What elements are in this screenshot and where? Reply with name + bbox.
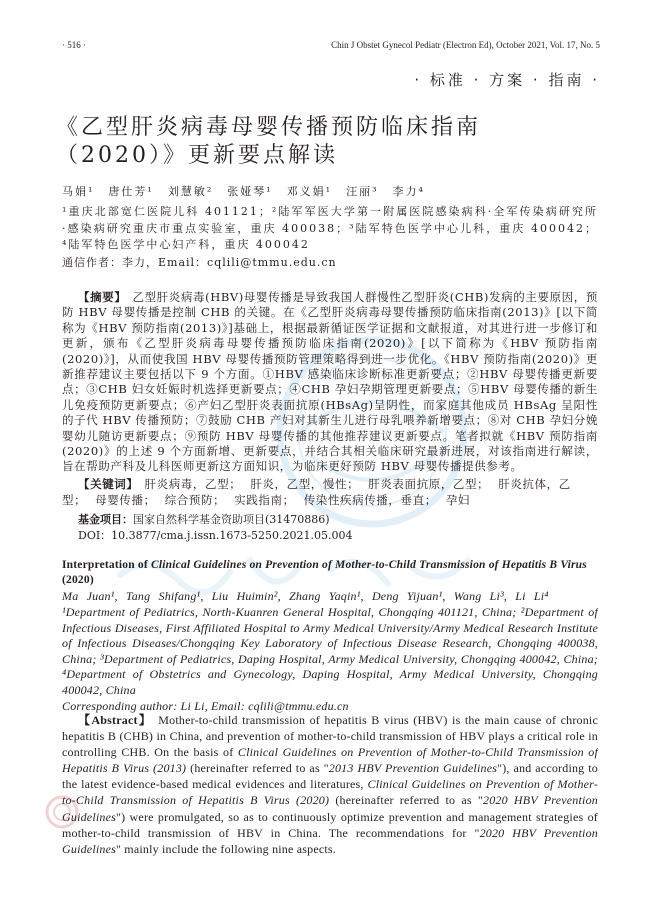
keyword-item: 肝炎表面抗原，乙型；	[368, 477, 490, 491]
abstract-en-guideline-short-name: 2020 HBV Prevention Guidelines	[62, 793, 598, 824]
author-zh: 汪丽³	[346, 185, 379, 198]
keywords-zh-label: 【关键词】	[78, 477, 139, 491]
keyword-item: 传染性疾病传播，垂直；	[303, 493, 437, 507]
abstract-en-label: 【Abstract】	[78, 713, 153, 727]
abstract-en-text: " mainly include the following nine aspects.	[116, 841, 336, 856]
author-list-zh	[62, 183, 439, 199]
abstract-en-text: Mother-to-child transmission of hepatitis B virus (HBV) is the main cause of chronic hepatitis B (CHB) in China, and prevention of mother-to-child transmission of HBV plays a critical role in controlling CHB. On the basis of	[62, 713, 598, 760]
abstract-en-guideline-title: Clinical Guidelines on Prevention of Mother-to-Child Transmission of Hepatitis B Virus (2013)	[62, 745, 598, 776]
abstract-en-text: (hereinafter referred to as "	[186, 761, 329, 776]
article-title-zh	[56, 114, 481, 170]
corresponding-author-zh: 通信作者：李力，Email：cqlili@tmmu.edu.cn	[62, 256, 337, 269]
author-zh: 刘慧敏²	[167, 185, 214, 198]
abstract-en-text: "), and according to the latest evidence-based medical evidences and literatures,	[62, 761, 598, 792]
article-title-zh-line: 《乙型肝炎病毒母婴传播预防临床指南	[56, 115, 482, 140]
author-zh: 邓义娟¹	[286, 185, 333, 198]
keyword-item: 孕妇	[445, 493, 471, 507]
abstract-en-guideline-short-name: 2013 HBV Prevention Guidelines	[328, 761, 498, 776]
abstract-en-guideline-short-name: 2020 HBV Prevention Guidelines	[62, 825, 598, 856]
article-title-en-year: (2020)	[62, 574, 94, 586]
column-tag: · 标准 · 方案 · 指南 ·	[414, 71, 600, 89]
keyword-item: 实践指南；	[234, 493, 295, 507]
keyword-item: 综合预防；	[164, 493, 226, 507]
abstract-zh-text: 乙型肝炎病毒(HBV)母婴传播是导致我国人群慢性乙型肝炎(CHB)发病的主要原因，预防 HBV 母婴传播是控制 CHB 的关键。在《乙型肝炎病毒母婴传播预防临床指南(2013)》[以下简称为《HBV 预防指南(2013)》]基础上，根据最新循证医学证据和文献报道，对其进行进一步修订和更新，颁布《乙型肝炎病毒母婴传播预防临床指南(2020)》[以下简称为《HBV 预防指南(2020)》]，从而使我国 HBV 母婴传播预防管理策略得到进一步优化。《HBV 预防指南(2020)》更新推荐建议主要包括以下 9 个方面。①HBV 感染临床诊断标准更新要点；②HBV 母婴传播更新要点；③CHB 妇女妊娠时机选择更新要点；④CHB 孕妇孕期管理更新要点；⑤HBV 母婴传播的新生儿免疫预防更新要点；⑥产妇乙型肝炎表面抗原(HBsAg)呈阴性，而家庭其他成员 HBsAg 呈阳性的子代 HBV 传播预防；⑦鼓励 CHB 产妇对其新生儿进行母乳喂养新增要点；⑧对 CHB 孕妇分娩婴幼儿随访更新要点；⑨预防 HBV 母婴传播的其他推荐建议更新要点。笔者拟就《HBV 预防指南(2020)》的上述 9 个方面新增、更新要点，并结合其相关临床研究最新进展，对该指南进行解读，旨在帮助产科及儿科医师更新这方面知识，为临床更好预防 HBV 母婴传播提供参考。	[62, 290, 598, 474]
keyword-item: 肝炎，乙型，慢性；	[250, 477, 360, 491]
abstract-zh	[62, 290, 598, 476]
author-list-en: Ma Juan¹, Tang Shifang¹, Liu Huimin², Zhang Yaqin¹, Deng Yijuan¹, Wang Li³, Li Li⁴	[62, 589, 549, 603]
keywords-zh	[62, 476, 598, 509]
abstract-en-guideline-title: Clinical Guidelines on Prevention of Mother-to-Child Transmission of Hepatitis B Virus (2020)	[62, 777, 598, 808]
doi: DOI：10.3877/cma.j.issn.1673-5250.2021.05.004	[78, 529, 353, 542]
article-title-en-guideline-name: Clinical Guidelines on Prevention of Mother-to-Child Transmission of Hepatitis B Virus	[151, 559, 587, 571]
article-title-en-lead: Interpretation of	[62, 559, 151, 571]
keyword-item: 肝炎抗体，乙型；	[62, 477, 571, 507]
funding-note	[78, 511, 598, 527]
abstract-zh-label: 【摘要】	[78, 290, 127, 304]
affiliations-zh: ¹重庆北部宽仁医院儿科 401121；²陆军军医大学第一附属医院感染病科·全军传染病研究所·感染病研究重庆市重点实验室，重庆 400038；³陆军特色医学中心儿科，重庆 400042；⁴陆军特色医学中心妇产科，重庆 400042	[62, 205, 598, 251]
keyword-item: 母婴传播；	[95, 493, 156, 507]
funding-text: 国家自然科学基金资助项目(31470886)	[133, 513, 330, 526]
abstract-en	[62, 712, 598, 874]
article-title-en	[62, 558, 598, 589]
keyword-item: 肝炎病毒，乙型；	[144, 477, 242, 491]
author-zh: 李力⁴	[392, 185, 425, 198]
abstract-en-text: (hereinafter referred to as "	[329, 793, 483, 808]
author-zh: 马娟¹	[62, 185, 95, 198]
corresponding-author-en: Corresponding author: Li Li, Email: cqlili@tmmu.edu.cn	[62, 699, 349, 713]
affiliations-en: ¹Department of Pediatrics, North-Kuanren General Hospital, Chongqing 401121, China; ²Department of Infectious Diseases, First Affiliated Hospital to Army Medical University/Army Medical Research Institute of Infectious Diseases/Chongqing Key Laboratory of Infectious Disease Research, Chongqing 400038, China; ³Department of Pediatrics, Daping Hospital, Army Medical University, Chongqing 400042, China; ⁴Department of Obstetrics and Gynecology, Daping Hospital, Army Medical University, Chongqing 400042, China	[62, 605, 598, 697]
funding-label: 基金项目：	[78, 513, 133, 526]
article-title-zh-line: （2020）》更新要点解读	[56, 143, 338, 168]
journal-citation: Chin J Obstet Gynecol Pediatr (Electron Ed), October 2021, Vol. 17, No. 5	[331, 40, 600, 50]
author-zh: 张娅琴¹	[227, 185, 273, 198]
author-zh: 唐仕芳¹	[108, 185, 154, 198]
page-number: · 516 ·	[62, 40, 86, 50]
abstract-en-text: ") were promulgated, so as to continuously optimize prevention and management strategies of mother-to-child transmission of HBV in China. The recommendations for "	[62, 809, 598, 840]
